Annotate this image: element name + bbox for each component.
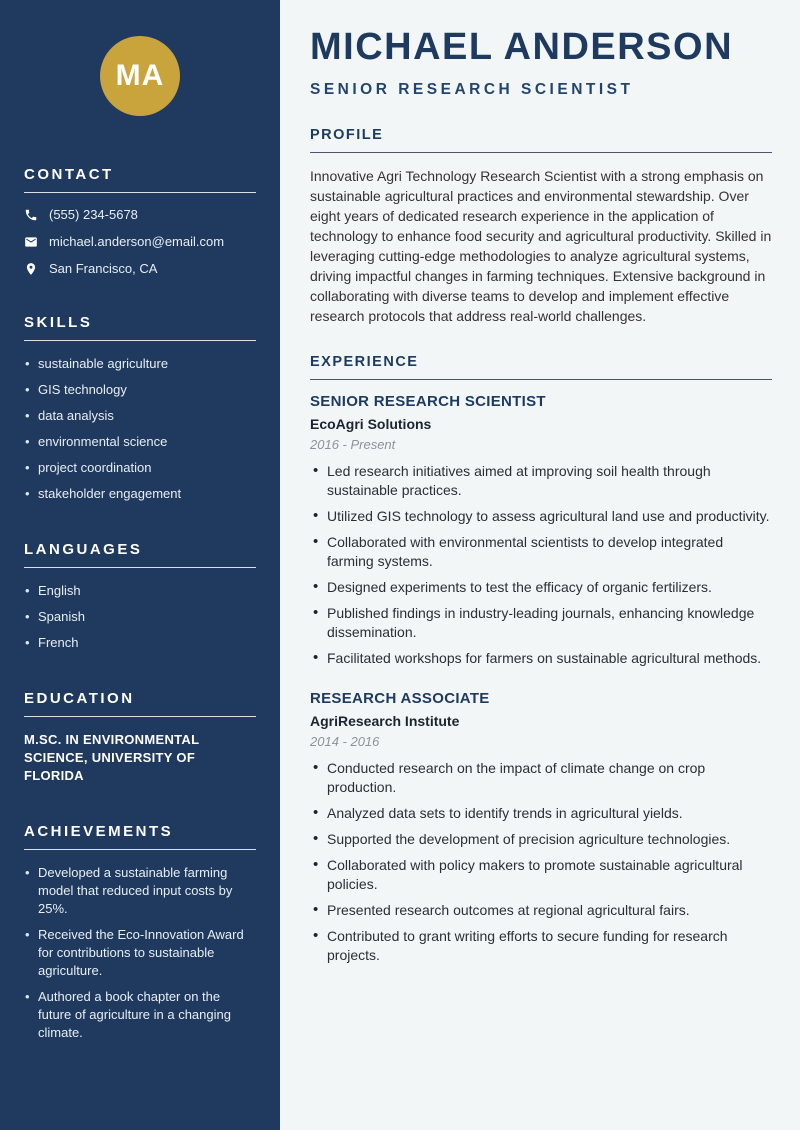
- job-bullet-list: [310, 759, 772, 965]
- education-heading: EDUCATION: [24, 690, 256, 717]
- skills-section: [24, 314, 256, 503]
- job-title: SENIOR RESEARCH SCIENTIST: [310, 393, 546, 410]
- skill-item: • sustainable agriculture: [24, 355, 256, 373]
- education-section: [24, 690, 256, 785]
- achievement-item: • Developed a sustainable farming model that reduced input costs by 25%.: [24, 864, 256, 918]
- location-pin-icon: [24, 262, 38, 276]
- languages-list: [24, 582, 256, 652]
- person-headline: SENIOR RESEARCH SCIENTIST: [310, 81, 634, 98]
- person-name: MICHAEL ANDERSON: [310, 26, 734, 68]
- skill-item: • stakeholder engagement: [24, 485, 256, 503]
- main-content: [280, 0, 800, 1130]
- language-item: • English: [24, 582, 256, 600]
- job-company: EcoAgri Solutions: [310, 416, 432, 432]
- contact-email-text: michael.anderson@email.com: [49, 234, 225, 249]
- languages-heading: LANGUAGES: [24, 541, 256, 568]
- contact-heading: CONTACT: [24, 166, 256, 193]
- job-bullet: • Supported the development of precision agriculture technologies.: [310, 830, 772, 849]
- contact-section: [24, 166, 256, 276]
- skill-item: • project coordination: [24, 459, 256, 477]
- contact-location-text: San Francisco, CA: [49, 261, 158, 276]
- job-dates: 2014 - 2016: [310, 734, 380, 749]
- achievements-heading: ACHIEVEMENTS: [24, 823, 256, 850]
- job-bullet: • Designed experiments to test the efficacy of organic fertilizers.: [310, 578, 772, 597]
- experience-heading: EXPERIENCE: [310, 354, 772, 380]
- contact-email-row: [24, 234, 256, 249]
- job-dates: 2016 - Present: [310, 437, 396, 452]
- job-bullet: • Collaborated with policy makers to promote sustainable agricultural policies.: [310, 856, 772, 894]
- avatar: [100, 36, 180, 116]
- job-bullet: • Published findings in industry-leading journals, enhancing knowledge dissemination.: [310, 604, 772, 642]
- skill-item: • environmental science: [24, 433, 256, 451]
- email-icon: [24, 235, 38, 249]
- phone-icon: [24, 208, 38, 222]
- achievement-item: • Authored a book chapter on the future of agriculture in a changing climate.: [24, 988, 256, 1042]
- job-bullet: • Presented research outcomes at regional agricultural fairs.: [310, 901, 772, 920]
- language-item: • French: [24, 634, 256, 652]
- profile-text: Innovative Agri Technology Research Scientist with a strong emphasis on sustainable agricultural practices and environmental stewardship. Over eight years of dedicated research experience in the application of technology to enhance food security and agricultural productivity. Skilled in leveraging cutting-edge methodologies to analyze agricultural systems, driving impactful changes in farming techniques. Extensive background in collaborating with diverse teams to develop and implement effective research protocols that address real-world challenges.: [310, 168, 772, 324]
- job-bullet: • Utilized GIS technology to assess agricultural land use and productivity.: [310, 507, 772, 526]
- language-item: • Spanish: [24, 608, 256, 626]
- languages-section: [24, 541, 256, 652]
- skill-item: • data analysis: [24, 407, 256, 425]
- job-bullet: • Conducted research on the impact of climate change on crop production.: [310, 759, 772, 797]
- job-title: RESEARCH ASSOCIATE: [310, 690, 490, 707]
- skills-list: [24, 355, 256, 503]
- profile-heading: PROFILE: [310, 127, 772, 153]
- experience-section: [310, 354, 772, 965]
- profile-section: [310, 127, 772, 326]
- education-degree: M.SC. IN ENVIRONMENTAL SCIENCE, UNIVERSITY OF FLORIDA: [24, 732, 200, 783]
- job-entry: [310, 393, 772, 668]
- job-company: AgriResearch Institute: [310, 713, 460, 729]
- job-bullet: • Contributed to grant writing efforts to secure funding for research projects.: [310, 927, 772, 965]
- job-bullet: • Collaborated with environmental scientists to develop integrated farming systems.: [310, 533, 772, 571]
- skill-item: • GIS technology: [24, 381, 256, 399]
- contact-location-row: [24, 261, 256, 276]
- job-entry: [310, 690, 772, 965]
- sidebar: [0, 0, 280, 1130]
- job-bullet-list: [310, 462, 772, 668]
- achievements-section: [24, 823, 256, 1042]
- job-bullet: • Analyzed data sets to identify trends in agricultural yields.: [310, 804, 772, 823]
- job-bullet: • Facilitated workshops for farmers on sustainable agricultural methods.: [310, 649, 772, 668]
- achievement-item: • Received the Eco-Innovation Award for contributions to sustainable agriculture.: [24, 926, 256, 980]
- contact-phone-text: (555) 234-5678: [49, 207, 138, 222]
- skills-heading: SKILLS: [24, 314, 256, 341]
- achievements-list: [24, 864, 256, 1042]
- avatar-initials: MA: [115, 59, 165, 92]
- job-bullet: • Led research initiatives aimed at improving soil health through sustainable practices.: [310, 462, 772, 500]
- contact-phone-row: [24, 207, 256, 222]
